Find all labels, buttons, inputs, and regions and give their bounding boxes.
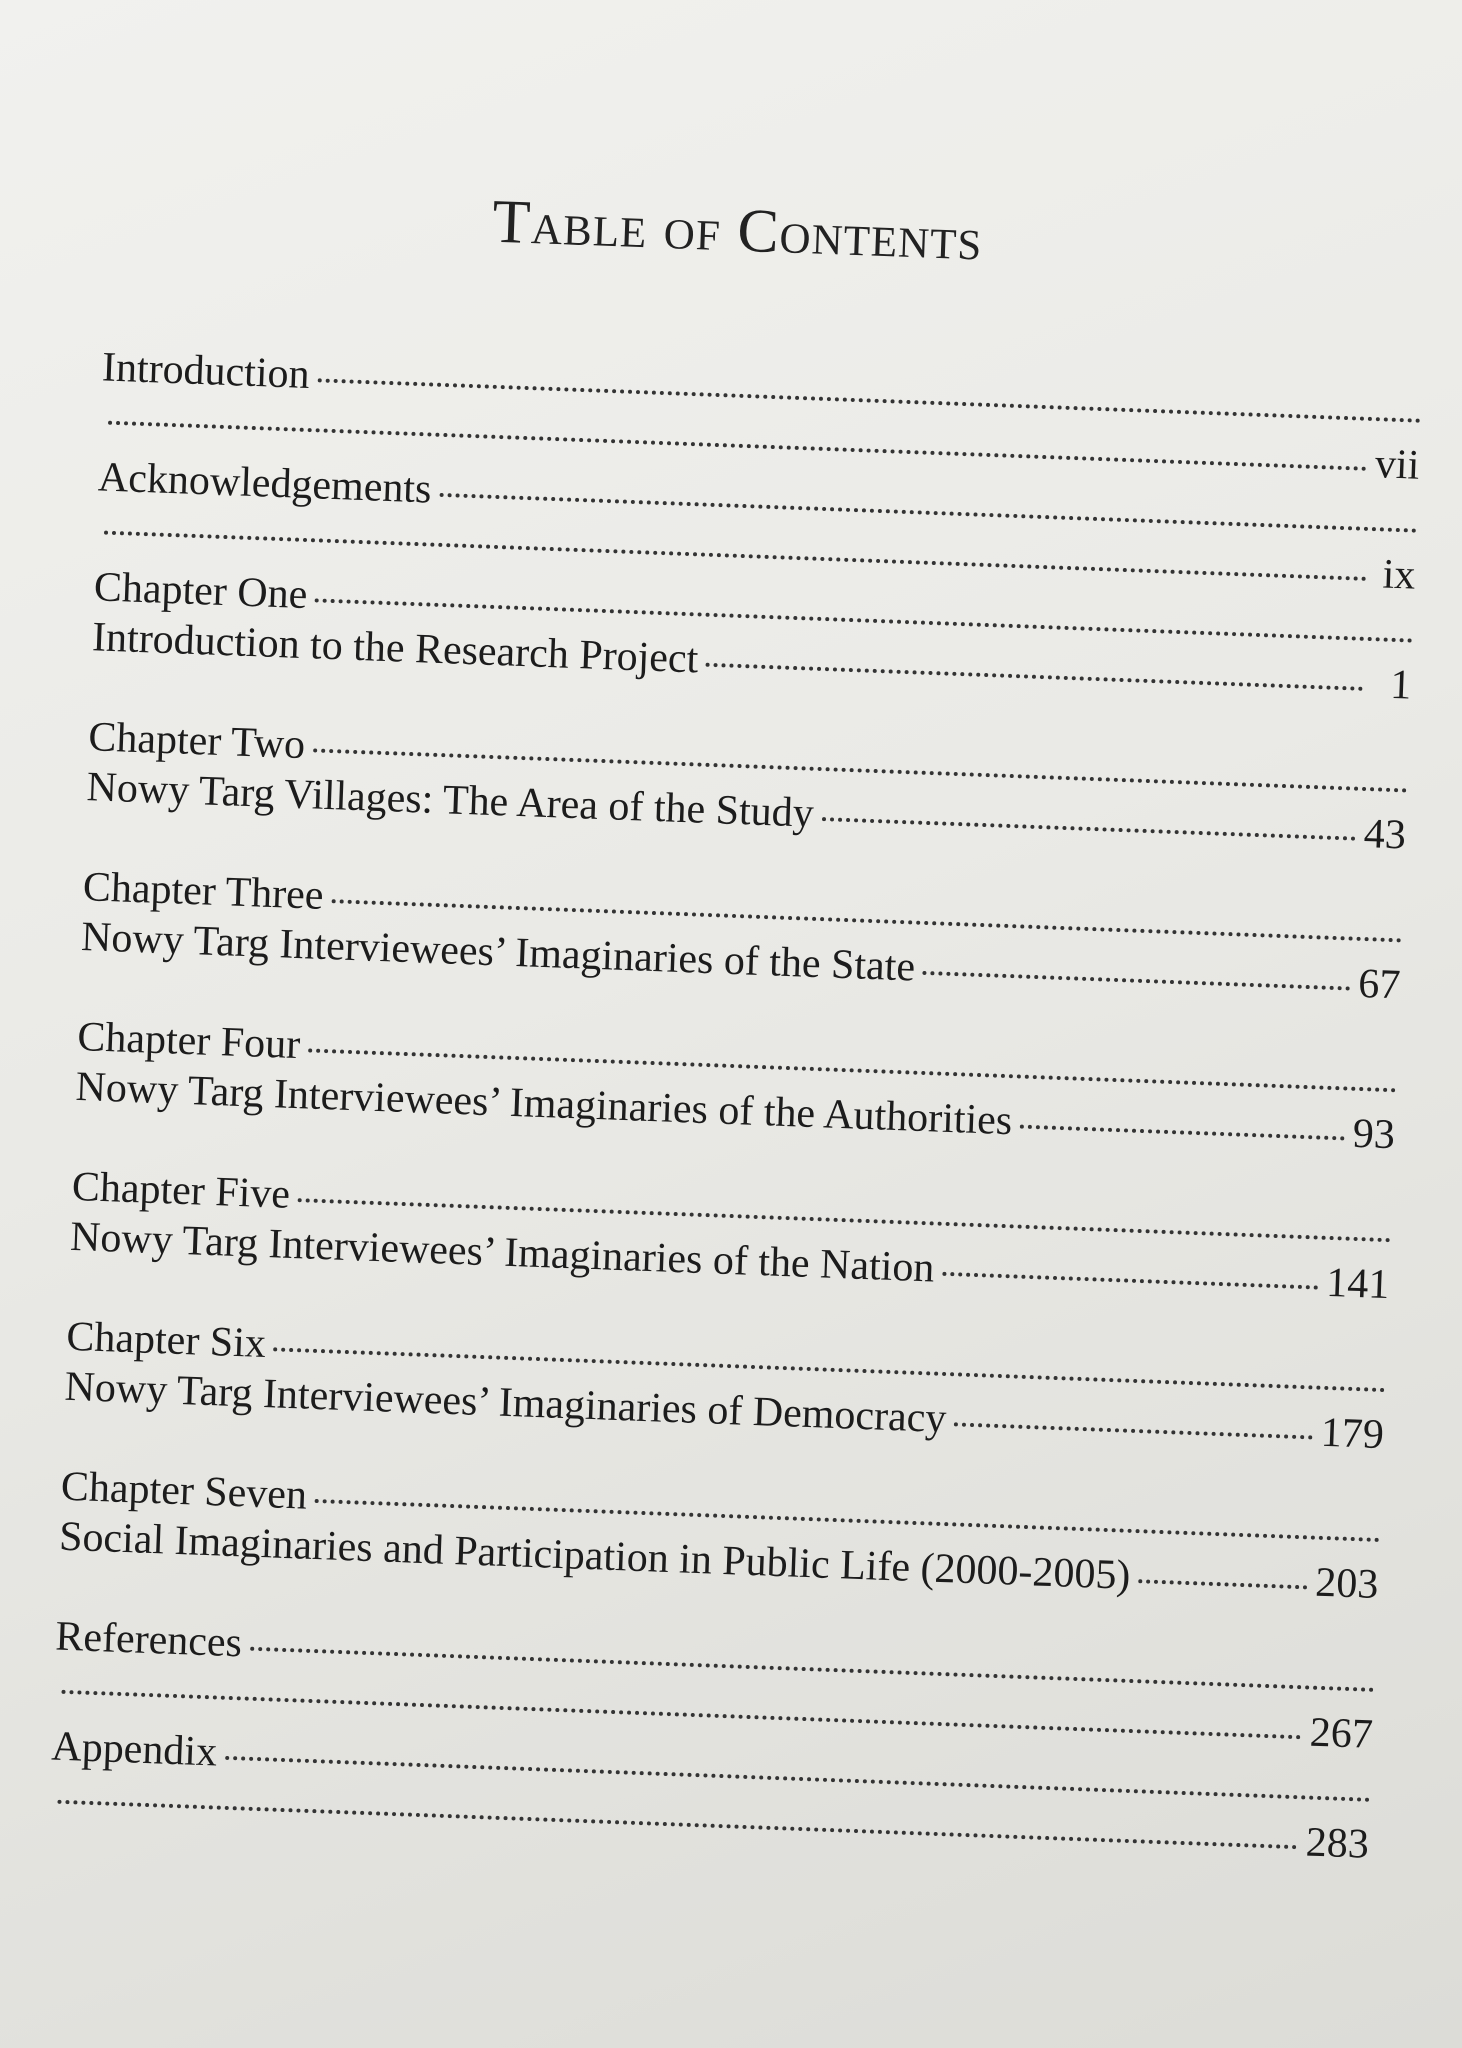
page-number: 141 xyxy=(1325,1259,1391,1309)
toc-entry-chapter-three xyxy=(80,862,1403,1010)
entry-label: References xyxy=(54,1613,243,1667)
toc-entry-chapter-two xyxy=(86,712,1409,860)
entry-subtitle: Nowy Targ Villages: The Area of the Study xyxy=(85,764,815,837)
entry-label: Chapter Seven xyxy=(60,1463,308,1519)
page-number: 1 xyxy=(1389,661,1413,709)
entry-label: Appendix xyxy=(50,1723,218,1776)
toc-entry-chapter-seven xyxy=(58,1462,1381,1610)
toc-sheet xyxy=(0,150,1439,2000)
dot-leader xyxy=(1138,1579,1307,1589)
dot-leader xyxy=(923,971,1350,991)
page-number: ix xyxy=(1381,551,1417,599)
entry-subtitle: Nowy Targ Interviewees’ Imaginaries of the Authorities xyxy=(74,1063,1014,1145)
entry-label: Acknowledgements xyxy=(97,454,433,513)
toc-entry-chapter-six xyxy=(64,1312,1387,1460)
page-number: 43 xyxy=(1362,810,1407,859)
page-title: Table of Contents xyxy=(491,187,984,274)
entry-subtitle: Social Imaginaries and Participation in Public Life (2000-2005) xyxy=(58,1513,1132,1599)
entry-label: Introduction xyxy=(101,344,311,399)
toc-entry-chapter-five xyxy=(69,1162,1392,1310)
toc-entry-chapter-four xyxy=(75,1012,1398,1160)
dot-leader xyxy=(706,663,1363,691)
entry-label: Chapter One xyxy=(93,564,309,619)
page-number: vii xyxy=(1374,441,1421,489)
entry-subtitle: Nowy Targ Interviewees’ Imaginaries of the State xyxy=(80,914,916,991)
page-number: 67 xyxy=(1357,960,1402,1009)
dot-leader xyxy=(954,1422,1313,1439)
page-number: 267 xyxy=(1309,1709,1374,1758)
entry-label: Chapter Five xyxy=(71,1163,291,1218)
dot-leader xyxy=(942,1272,1318,1290)
entry-label: Chapter Two xyxy=(87,714,306,769)
entry-subtitle: Nowy Targ Interviewees’ Imaginaries of the Nation xyxy=(69,1213,936,1292)
page-number: 283 xyxy=(1304,1819,1370,1868)
entry-label: Chapter Four xyxy=(76,1013,302,1069)
entry-subtitle: Introduction to the Research Project xyxy=(91,614,700,683)
page-number: 179 xyxy=(1320,1409,1385,1459)
dot-leader xyxy=(1020,1125,1345,1141)
entry-label: Chapter Six xyxy=(65,1313,267,1368)
page-number: 203 xyxy=(1314,1559,1380,1608)
entry-subtitle: Nowy Targ Interviewees’ Imaginaries of Democracy xyxy=(63,1363,948,1443)
entry-label: Chapter Three xyxy=(82,864,325,919)
page-number: 93 xyxy=(1351,1110,1396,1159)
dot-leader xyxy=(821,817,1355,841)
